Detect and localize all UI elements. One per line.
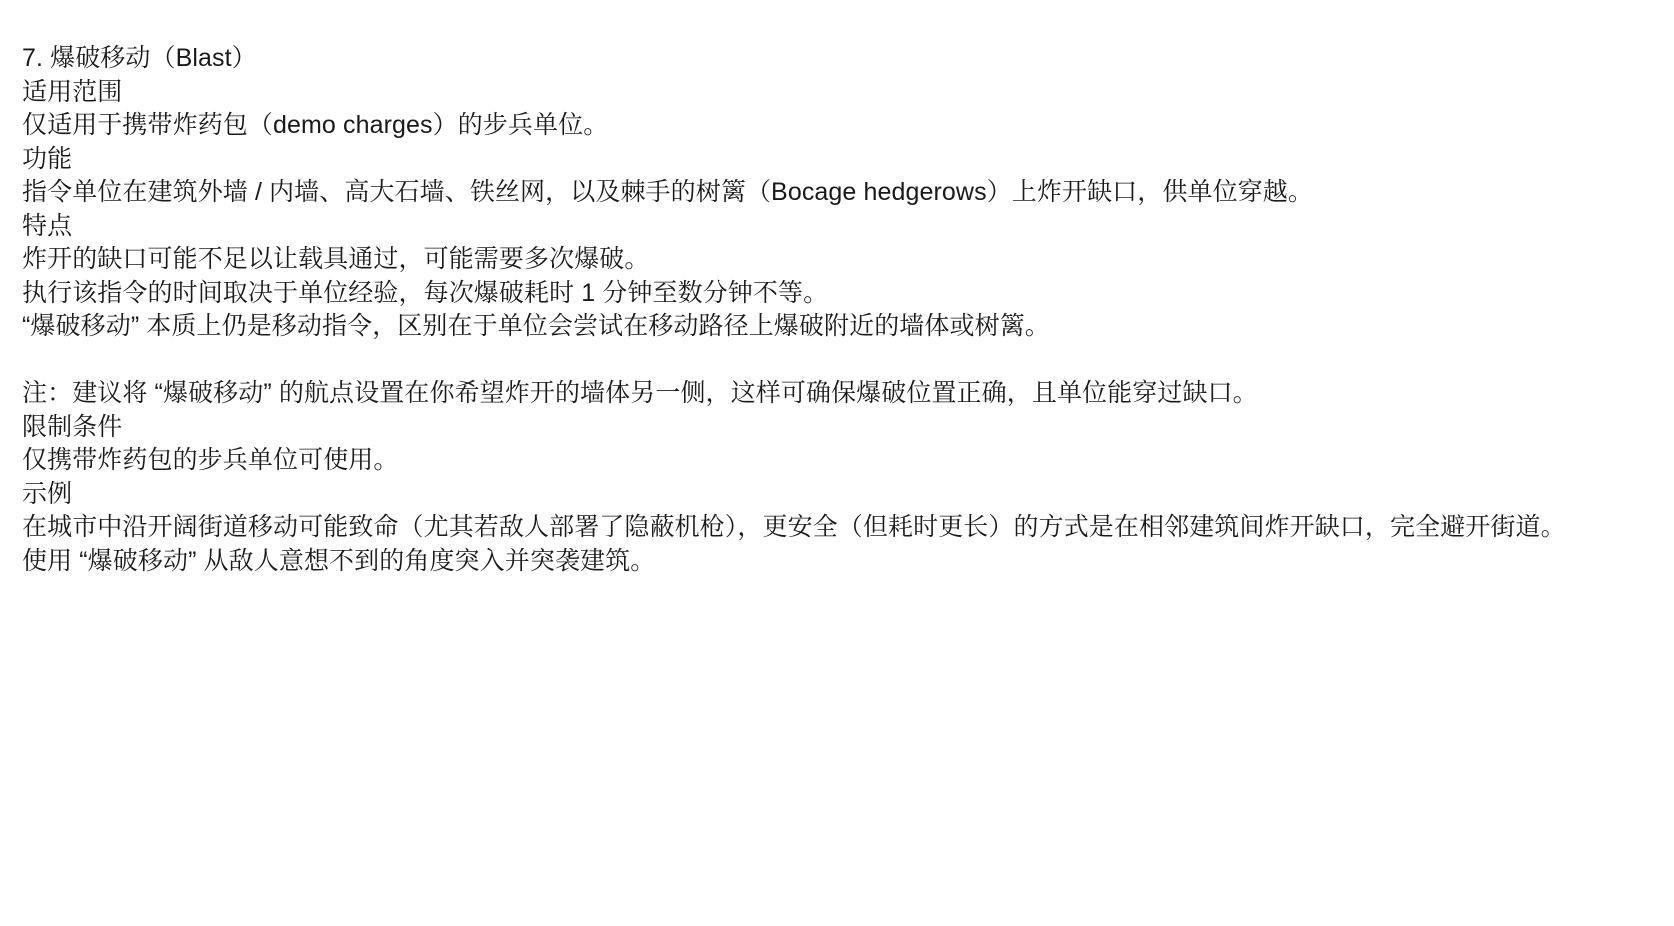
doc-line-feature-1: 炸开的缺口可能不足以让载具通过，可能需要多次爆破。 [22,245,650,273]
doc-line-function-label: 功能 [22,144,73,173]
doc-line-restriction-text: 仅携带炸药包的步兵单位可使用。 [22,446,399,474]
doc-line-spacer [22,344,1652,378]
doc-line-example-2: 使用 “爆破移动” 从敌人意想不到的角度突入并突袭建筑。 [22,546,656,575]
doc-line-feature-2: 执行该指令的时间取决于单位经验，每次爆破耗时 1 分钟至数分钟不等。 [22,278,829,307]
doc-line-scope-text: 仅适用于携带炸药包（demo charges）的步兵单位。 [22,111,609,139]
doc-line-features-label: 特点 [22,211,73,240]
doc-line-feature-3: “爆破移动” 本质上仍是移动指令，区别在于单位会尝试在移动路径上爆破附近的墙体或树篱。 [22,312,1050,340]
doc-line-example-1: 在城市中沿开阔街道移动可能致命（尤其若敌人部署了隐蔽机枪），更安全（但耗时更长）的方式是在相邻建筑间炸开缺口，完全避开街道。 [22,513,1566,541]
doc-line-restriction-label: 限制条件 [22,412,123,441]
doc-line-scope-label: 适用范围 [22,77,123,106]
doc-line-example-label: 示例 [22,479,73,508]
doc-line-heading: 7. 爆破移动（Blast） [22,44,257,72]
doc-line-note: 注：建议将 “爆破移动” 的航点设置在你希望炸开的墙体另一侧，这样可确保爆破位置正确，且单位能穿过缺口。 [22,379,1258,407]
doc-line-function-text: 指令单位在建筑外墙 / 内墙、高大石墙、铁丝网，以及棘手的树篱（Bocage hedgerows）上炸开缺口，供单位穿越。 [22,178,1313,206]
